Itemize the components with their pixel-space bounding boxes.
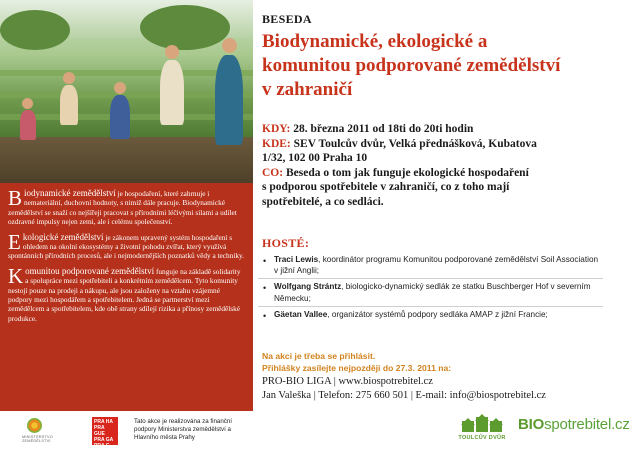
guests-list: [258, 252, 603, 322]
bullet-icon: •: [263, 283, 267, 294]
bullet-icon: •: [263, 256, 267, 266]
registration-note: Na akci je třeba se přihlásit. Přihlášky zasílejte nejpozději do 27.3. 2011 na:: [262, 351, 452, 373]
support-text: Tato akce je realizována za finanční podpory Ministerstva zemědělství a Hlavního města Prahy: [134, 418, 233, 441]
event-details: [262, 122, 640, 210]
definition-ecological: Ekologické zemědělství je zákonem upravený systém hospodaření s ohledem na okolní ekosystémy a životní pohodu zvířat, který využívá spontánních přírodních procesů, ale i nejmodernějších poznatků vědy a techniky.: [8, 229, 244, 261]
event-kicker: BESEDA: [262, 12, 312, 26]
biospotrebitel-logo: BIOspotrebitel.cz: [518, 416, 630, 433]
what-value-3: spotřebitelé, a co sedláci.: [262, 195, 384, 208]
event-title: Biodynamické, ekologické a komunitou podporované zemědělství v zahraničí: [262, 31, 561, 100]
praha-logo: PRA HA PRA GUE PRA GA PRA G: [92, 417, 118, 445]
flower-icon: [27, 418, 42, 433]
when-label: KDY:: [262, 123, 291, 135]
garden-photo: [0, 0, 253, 183]
what-label: CO:: [262, 166, 284, 179]
guest-item: • Traci Lewis, koordinátor programu Komunitou podporované zemědělství Soil Association v jižní Anglii;: [258, 252, 603, 279]
contact-info: [262, 375, 546, 403]
toulcuv-dvur-logo: TOULCŮV DVŮR: [452, 414, 512, 446]
event-info: [258, 0, 640, 449]
what-value: Beseda o tom jak funguje ekologické hospodaření: [285, 166, 529, 179]
houses-icon: [460, 414, 504, 432]
definitions-panel: [0, 183, 253, 411]
where-value: SEV Toulcův dvůr, Velká přednášková, Kubatova: [293, 137, 537, 150]
bullet-icon: •: [263, 310, 267, 321]
contact-person: Jan Valeška | Telefon: 275 660 501 | E-mail: info@biospotrebitel.cz: [262, 389, 546, 401]
guests-heading: HOSTÉ:: [262, 236, 310, 250]
where-label: KDE:: [262, 137, 291, 150]
guest-item: • Gäetan Vallee, organizátor systémů podpory sedláka AMAP z jižní Francie;: [263, 309, 548, 321]
ministry-logo: MINISTERSTVO ZEMĚDĚLSTVÍ: [22, 418, 74, 442]
contact-org: PRO-BIO LIGA | www.biospotrebitel.cz: [262, 376, 433, 387]
definition-biodynamic: Biodynamické zemědělství je hospodaření, které zahrnuje i nemateriální, duchovní hodnoty, s nimiž dále pracuje. Biodynamické zemědělství se snaží co nejšířeji pracovat s přírodními léčivými silami a udílet ozdravné impulsy nejen zemi, ale i celému společenství.: [8, 186, 237, 227]
where-value-2: 1/32, 102 00 Praha 10: [262, 152, 368, 165]
when-value: 28. března 2011 od 18ti do 20ti hodin: [293, 123, 474, 135]
definition-community: Komunitou podporované zemědělství funguje na základě solidarity a spolupráce mezi spotřebiteli a konkrétním zemědělcem. Tyto komunity nestojí pouze na prodeji a nákupu, ale jsou založeny na vztahu vzájemné podpory mezi hospodářem a spotřebitelem. Jedná se partnerství mezi zemědělcem a spotřebitelem, kde obě strany sdílejí rizika a přínosy zemědělské produkce.: [8, 263, 241, 323]
guest-item: • Wolfgang Strántz, biologicko-dynamický sedlák ze statku Buschberger Hof v severním Německu;: [258, 279, 603, 306]
what-value-2: s podporou spotřebitele v zahraničí, co z toho mají: [262, 181, 510, 194]
